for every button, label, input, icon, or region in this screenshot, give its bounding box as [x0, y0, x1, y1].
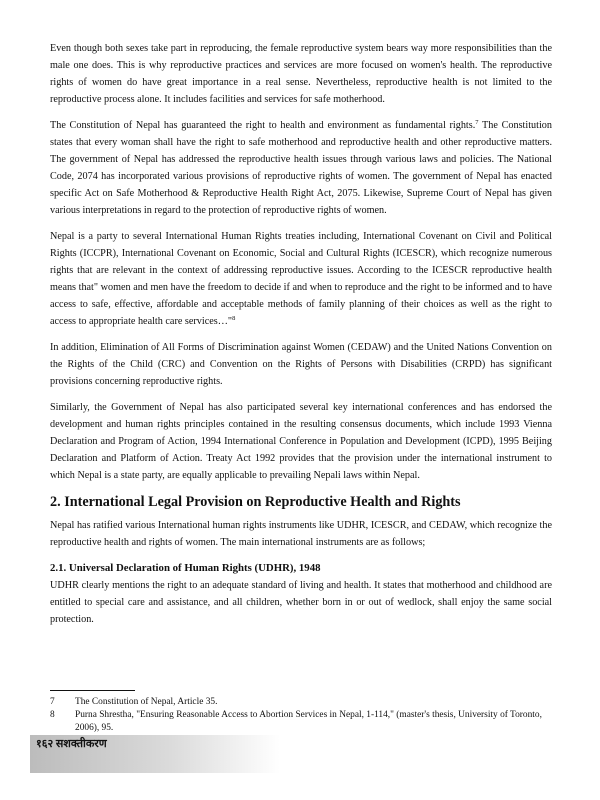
paragraph: [50, 117, 552, 219]
page-number: १६२: [36, 738, 54, 750]
footnote: [50, 696, 552, 709]
paragraph-text: The Constitution states that every woman shall have the right to safe motherhood and reproductive health and other reproductive matters. The government of Nepal has addressed the reproductive health issues through various laws and policies. The National Code, 2074 has incorporated various provisions of reproductive rights of women. The government of Nepal has enacted specific Act on Safe Motherhood & Reproductive Health Right Act, 2075. Likewise, Supreme Court of Nepal has given various interpretations in regard to the protection of reproductive rights of women.: [50, 120, 552, 216]
paragraph: Even though both sexes take part in reproducing, the female reproductive system bears way more responsibilities than the male one does. This is why reproductive practices and services are more focused on women's health. The reproductive rights of women do have great importance in a real sense. Nevertheless, reproductive health is not limited to the reproductive process alone. It includes facilities and services for safe motherhood.: [50, 43, 552, 105]
footnote-text: Purna Shrestha, "Ensuring Reasonable Access to Abortion Services in Nepal, 1-114," (master's thesis, University of Toronto, 2006), 95.: [75, 710, 542, 733]
page-footer: [30, 735, 280, 773]
paragraph: [50, 228, 552, 330]
paragraph-text: The Constitution of Nepal has guaranteed the right to health and environment as fundamental rights.: [50, 120, 476, 131]
paragraph: In addition, Elimination of All Forms of Discrimination against Women (CEDAW) and the United Nations Convention on the Rights of the Child (CRC) and Convention on the Rights of Persons with Disabilities (CRPD) has significant provisions concerning reproductive rights.: [50, 342, 552, 387]
footnote: [50, 709, 552, 735]
footnote-ref[interactable]: 8: [232, 315, 236, 322]
paragraph: Nepal has ratified various International human rights instruments like UDHR, ICESCR, and CEDAW, which recognize the reproductive health and rights of women. The main international instruments are as follows;: [50, 520, 552, 548]
body-text: [50, 40, 552, 637]
subsection-heading: 2.1. Universal Declaration of Human Rights (UDHR), 1948: [50, 562, 321, 574]
footnote-ref[interactable]: 7: [475, 119, 479, 126]
footnotes: [50, 696, 552, 735]
footnote-text: The Constitution of Nepal, Article 35.: [75, 697, 218, 707]
paragraph: Similarly, the Government of Nepal has also participated several key international conferences and has endorsed the development and human rights principles contained in the resulting consensus documents, which include 1993 Vienna Declaration and Program of Action, 1994 International Conference in Population and Development (ICPD), 1995 Beijing Declaration and Platform of Action. Treaty Act 1992 provides that the provision under the international instrument to which Nepal is a state party, are equally applicable to prevailing Nepali laws within Nepal.: [50, 402, 552, 481]
section-heading: 2. International Legal Provision on Reproductive Health and Rights: [50, 494, 461, 510]
paragraph-text: Nepal is a party to several International Human Rights treaties including, International Covenant on Civil and Political Rights (ICCPR), International Covenant on Economic, Social and Cultural Rights (ICESCR), which recognize numerous rights that are relevant in the context of addressing reproductive issues. According to the ICESCR reproductive health means that" women and men have the freedom to decide if and when to reproduce and the right to be informed and to have access to safe, effective, affordable and acceptable methods of family planning of their choices as well as the right to access to appropriate health care services…": [50, 231, 552, 327]
paragraph: UDHR clearly mentions the right to an adequate standard of living and health. It states that motherhood and childhood are entitled to special care and assistance, and all children, whether born in or out of wedlock, shall enjoy the same social protection.: [50, 580, 552, 625]
journal-name: सशक्तीकरण: [55, 738, 107, 750]
footnote-number: 7: [50, 697, 55, 707]
footnote-number: 8: [50, 710, 55, 720]
footnote-divider: [50, 690, 135, 691]
